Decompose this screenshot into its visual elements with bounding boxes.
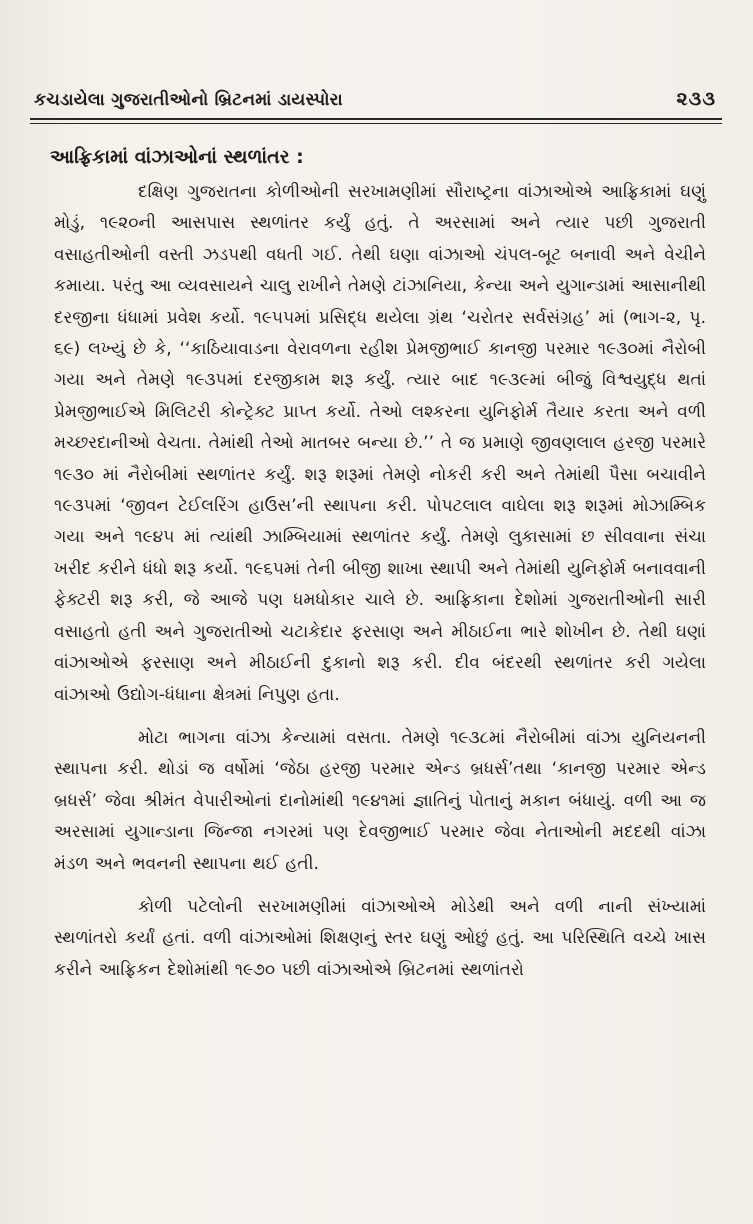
running-header xyxy=(30,86,720,116)
page-number: ૨૩૩ xyxy=(676,88,716,110)
running-title: કચડાયેલા ગુજરાતીઓનો બ્રિટનમાં ડાયસ્પોરા xyxy=(34,90,343,110)
paragraph: દક્ષિણ ગુજરાતના કોળીઓની સરખામણીમાં સૌરાષ્ટ્રના વાંઝાઓએ આફ્રિકામાં ઘણું મોડું, ૧૯૨૦ની આસપાસ સ્થળાંતર કર્યું હતું. તે અરસામાં અને ત્યાર પછી ગુજરાતી વસાહતીઓની વસ્તી ઝડપથી વધતી ગઈ. તેથી ઘણા વાંઝાઓ ચંપલ-બૂટ બનાવી અને વેચીને કમાયા. પરંતુ આ વ્યવસાયને ચાલુ રાખીને તેમણે ટાંઝાનિયા, કેન્યા અને યુગાન્ડામાં આસાનીથી દરજીના ધંધામાં પ્રવેશ કર્યો. ૧૯૫૫માં પ્રસિદ્ધ થયેલા ગ્રંથ ‘ચરોતર સર્વસંગ્રહ’ માં (ભાગ-૨, પૃ. ૬૯) લખ્યું છે કે, ‘‘કાઠિયાવાડના વેરાવળના રહીશ પ્રેમજીભાઈ કાનજી પરમાર ૧૯૩૦માં નૈરોબી ગયા અને તેમણે ૧૯૩૫માં દરજીકામ શરૂ કર્યું. ત્યાર બાદ ૧૯૩૯માં બીજું વિશ્વયુદ્ધ થતાં પ્રેમજીભાઈએ મિલિટરી કોન્ટ્રેક્ટ પ્રાપ્ત કર્યો. તેઓ લશ્કરના યુનિફોર્મ તૈયાર કરતા અને વળી મચ્છરદાનીઓ વેચતા. તેમાંથી તેઓ માતબર બન્યા છે.’’ તે જ પ્રમાણે જીવણલાલ હરજી પરમારે ૧૯૩૦ માં નૈરોબીમાં સ્થળાંતર કર્યું. શરૂ શરૂમાં તેમણે નોકરી કરી અને તેમાંથી પૈસા બચાવીને ૧૯૩૫માં ‘જીવન ટેઈલરિંગ હાઉસ’ની સ્થાપના કરી. પોપટલાલ વાઘેલા શરૂ શરૂમાં મોઝામ્બિક ગયા અને ૧૯૪૫ માં ત્યાંથી ઝામ્બિયામાં સ્થળાંતર કર્યું. તેમણે લુકાસામાં છ સીવવાના સંચા ખરીદ કરીને ધંધો શરૂ કર્યો. ૧૯૬૫માં તેની બીજી શાખા સ્થાપી અને તેમાંથી યુનિફોર્મ બનાવવાની ફેક્ટરી શરૂ કરી, જે આજે પણ ધમધોકાર ચાલે છે. આફ્રિકાના દેશોમાં ગુજરાતીઓની સારી વસાહતો હતી અને ગુજરાતીઓ ચટાકેદાર ફરસાણ અને મીઠાઈના ભારે શોખીન છે. તેથી ઘણાં વાંઝાઓએ ફરસાણ અને મીઠાઈની દુકાનો શરૂ કરી. દીવ બંદરથી સ્થળાંતર કરી ગયેલા વાંઝાઓ ઉદ્યોગ-ધંધાના ક્ષેત્રમાં નિપુણ હતા. xyxy=(54,182,706,705)
header-rule-thin xyxy=(30,123,722,124)
section-heading: આફ્રિકામાં વાંઝાઓનાં સ્થળાંતર : xyxy=(50,146,304,168)
paragraph: મોટા ભાગના વાંઝા કેન્યામાં વસતા. તેમણે ૧૯૩૮માં નૈરોબીમાં વાંઝા યુનિયનની સ્થાપના કરી. થોડાં જ વર્ષોમાં ‘જેઠા હરજી પરમાર એન્ડ બ્રધર્સ’તથા ‘કાનજી પરમાર એન્ડ બ્રધર્સ’ જેવા શ્રીમંત વેપારીઓનાં દાનોમાંથી ૧૯૪૧માં જ્ઞાતિનું પોતાનું મકાન બંધાયું. વળી આ જ અરસામાં યુગાન્ડાના જિન્જા નગરમાં પણ દેવજીભાઈ પરમાર જેવા નેતાઓની મદદથી વાંઝા મંડળ અને ભવનની સ્થાપના થઈ હતી. xyxy=(54,727,706,874)
header-rule xyxy=(30,118,722,120)
body-text xyxy=(54,177,706,986)
paragraph: કોળી પટેલોની સરખામણીમાં વાંઝાઓએ મોડેથી અને વળી નાની સંખ્યામાં સ્થળાંતરો કર્યાં હતાં. વળી વાંઝાઓમાં શિક્ષણનું સ્તર ઘણું ઓછું હતું. આ પરિસ્થિતિ વચ્ચે ખાસ કરીને આફ્રિકન દેશોમાંથી ૧૯૭૦ પછી વાંઝાઓએ બ્રિટનમાં સ્થળાંતરો xyxy=(54,896,706,980)
